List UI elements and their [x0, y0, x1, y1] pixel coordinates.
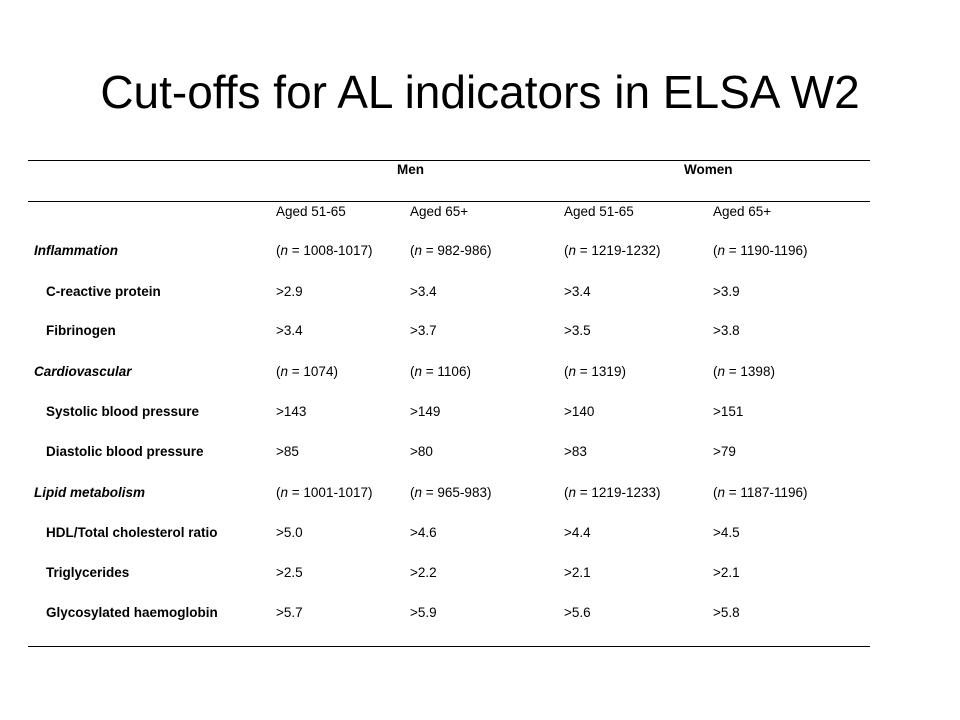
value-cell: >4.6 [410, 525, 437, 540]
table-top-rule [28, 160, 870, 161]
group-inflammation: Inflammation [34, 243, 119, 258]
n-cell: (n = 1008-1017) [276, 243, 373, 258]
slide-title: Cut-offs for AL indicators in ELSA W2 [100, 66, 860, 118]
value-cell: >151 [713, 404, 744, 419]
header-rule [28, 201, 870, 202]
header-men: Men [397, 162, 424, 177]
value-cell: >3.4 [410, 284, 437, 299]
n-cell: (n = 1187-1196) [713, 485, 808, 500]
group-cardiovascular: Cardiovascular [34, 364, 132, 379]
value-cell: >5.7 [276, 605, 303, 620]
header-men-aged-65-plus: Aged 65+ [410, 204, 469, 219]
header-women-aged-51-65: Aged 51-65 [564, 204, 634, 219]
header-men-aged-51-65: Aged 51-65 [276, 204, 346, 219]
n-cell: (n = 1106) [410, 364, 471, 379]
value-cell: >4.5 [713, 525, 740, 540]
value-cell: >149 [410, 404, 441, 419]
row-label-fibrinogen: Fibrinogen [46, 323, 116, 338]
value-cell: >4.4 [564, 525, 591, 540]
value-cell: >3.9 [713, 284, 740, 299]
value-cell: >79 [713, 444, 736, 459]
group-lipid-metabolism: Lipid metabolism [34, 485, 146, 500]
value-cell: >2.5 [276, 565, 303, 580]
value-cell: >85 [276, 444, 299, 459]
value-cell: >3.4 [564, 284, 591, 299]
row-label-c-reactive-protein: C-reactive protein [46, 284, 161, 299]
value-cell: >5.6 [564, 605, 591, 620]
table-bottom-rule [28, 646, 870, 647]
value-cell: >2.1 [564, 565, 591, 580]
n-cell: (n = 1219-1232) [564, 243, 661, 258]
value-cell: >2.2 [410, 565, 437, 580]
value-cell: >3.4 [276, 323, 303, 338]
value-cell: >2.1 [713, 565, 740, 580]
row-label-diastolic-blood-pressure: Diastolic blood pressure [46, 444, 204, 459]
n-cell: (n = 982-986) [410, 243, 492, 258]
n-cell: (n = 1001-1017) [276, 485, 373, 500]
value-cell: >2.9 [276, 284, 303, 299]
row-label-systolic-blood-pressure: Systolic blood pressure [46, 404, 200, 419]
n-cell: (n = 1398) [713, 364, 775, 379]
value-cell: >143 [276, 404, 307, 419]
n-cell: (n = 1074) [276, 364, 338, 379]
n-cell: (n = 965-983) [410, 485, 492, 500]
n-cell: (n = 1319) [564, 364, 626, 379]
value-cell: >5.0 [276, 525, 303, 540]
row-label-glycosylated-haemoglobin: Glycosylated haemoglobin [46, 605, 218, 620]
header-women-aged-65-plus: Aged 65+ [713, 204, 772, 219]
value-cell: >5.9 [410, 605, 437, 620]
value-cell: >3.5 [564, 323, 591, 338]
n-cell: (n = 1219-1233) [564, 485, 661, 500]
value-cell: >3.7 [410, 323, 437, 338]
value-cell: >140 [564, 404, 595, 419]
value-cell: >3.8 [713, 323, 740, 338]
header-women: Women [684, 162, 733, 177]
value-cell: >5.8 [713, 605, 740, 620]
value-cell: >83 [564, 444, 587, 459]
n-cell: (n = 1190-1196) [713, 243, 808, 258]
value-cell: >80 [410, 444, 433, 459]
row-label-hdl-total-cholesterol-ratio: HDL/Total cholesterol ratio [46, 525, 218, 540]
row-label-triglycerides: Triglycerides [46, 565, 130, 580]
